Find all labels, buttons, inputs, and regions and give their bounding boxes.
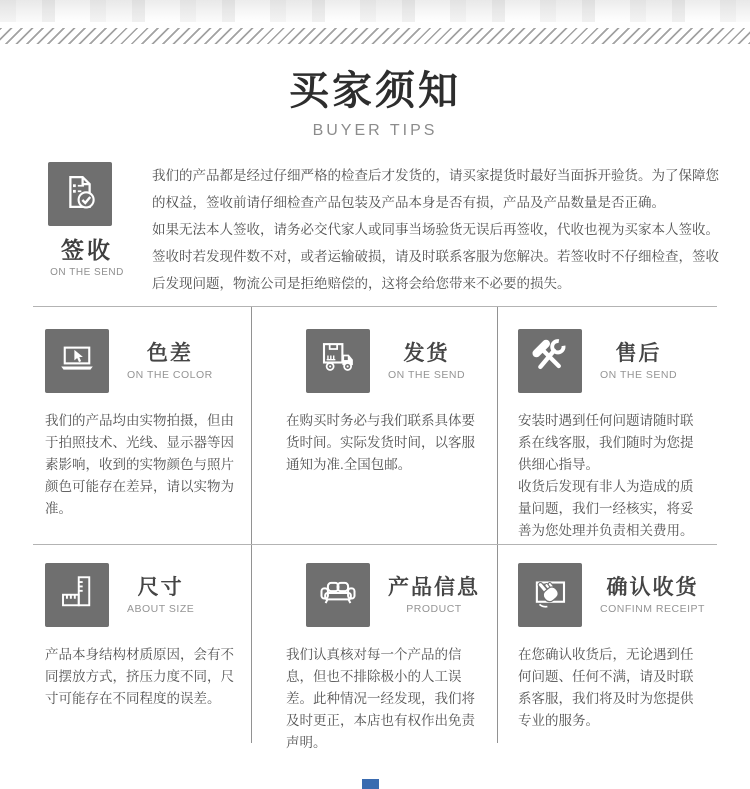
page-title: 买家须知 [289,69,461,113]
previous-section-texture [0,0,750,22]
tip-icon-box [306,329,370,393]
tip-sublabel: CONFINM RECEIPT [600,602,705,615]
tip-body [286,410,476,476]
tip-body [518,644,705,732]
ruler-icon [56,572,98,619]
tip-cell-titles [388,576,480,615]
notice-paragraph: 我们的产品都是经过仔细严格的检查后才发货的，请买家提货时最好当面拆开验货。为了保障您的权益，签收前请仔细检查产品包装及产品本身是否有损，产品及产品数量是否正确。 [152,168,719,210]
next-section-fragment [362,779,379,789]
tip-label: 确认收货 [606,575,699,599]
notice-section [48,162,720,297]
tip-icon-box [306,563,370,627]
tip-body [45,644,237,710]
hammer-wrench-icon [529,338,571,385]
tip-label: 产品信息 [388,575,480,599]
tips-grid-row [33,544,717,750]
page-subtitle: BUYER TIPS [312,122,438,139]
tip-paragraph: 产品本身结构材质原因，会有不同摆放方式，挤压力度不同，尺寸可能存在不同程度的误差。 [45,647,234,706]
tip-cell-aftersale [497,307,717,544]
tip-cell-header [45,563,237,627]
tip-label: 售后 [615,341,662,365]
tip-paragraph: 在您确认收货后，无论遇到任何问题、任何不满，请及时联系客服，我们将及时为您提供专业的服务。 [518,647,694,728]
tip-cell-titles [127,576,194,615]
tip-cell-shipping [251,307,497,544]
tips-grid-row [33,307,717,544]
tip-sublabel: ON THE SEND [388,368,466,381]
tip-icon-box [518,329,582,393]
tip-cell-product-info [251,545,497,750]
tip-icon-box [45,563,109,627]
notice-text [152,162,720,297]
tip-label: 尺寸 [137,575,184,599]
notice-paragraph: 如果无法本人签收，请务必交代家人或同事当场验货无误后再签收，代收也视为买家本人签收。 [152,222,719,237]
tip-sublabel: ON THE COLOR [127,368,213,381]
clipboard-check-icon [59,171,101,218]
tip-cell-titles [600,342,677,381]
tip-cell-titles [388,342,465,381]
tip-body [45,410,237,520]
tip-paragraph: 安装时遇到任何问题请随时联系在线客服，我们随时为您提供细心指导。 [518,413,694,472]
tip-cell-header [45,329,237,393]
notice-paragraph: 签收时若发现件数不对，或者运输破损，请及时联系客服为您解决。若签收时不仔细检查，签收后发现问题，物流公司是拒绝赔偿的，这将会给您带来不必要的损失。 [152,249,719,291]
tip-label: 发货 [403,341,450,365]
truck-icon [317,338,359,385]
tip-cell-header [518,563,705,627]
tip-cell-header [286,563,483,627]
tip-cell-header [518,329,703,393]
tip-paragraph: 我们认真核对每一个产品的信息，但也不排除极小的人工误差。此种情况一经发现，我们将及时更正，本店也有权作出免责声明。 [286,647,475,750]
tip-cell-titles [600,576,705,615]
tip-icon-box [45,329,109,393]
tip-sublabel: PRODUCT [406,602,462,615]
tip-label: 色差 [146,341,193,365]
tip-cell-confirm-receipt [497,545,719,743]
tip-cell-color [33,307,251,544]
tip-sublabel: ON THE SEND [600,368,678,381]
tip-icon-box [518,563,582,627]
tip-cell-header [286,329,483,393]
laptop-cursor-icon [56,338,98,385]
notice-sublabel: ON THE SEND [50,267,124,278]
tip-paragraph: 我们的产品均由实物拍摄，但由于拍照技术、光线、显示器等因素影响，收到的实物颜色与照片颜色可能存在差异，请以实物为准。 [45,413,234,516]
page-header [0,44,750,140]
tip-paragraph: 在购买时务必与我们联系具体要货时间。实际发货时间，以客服通知为准.全国包邮。 [286,413,475,472]
notice-label: 签收 [61,237,113,263]
diagonal-stripes-divider [0,28,750,44]
notice-icon-box [48,162,112,226]
notice-left-column [48,162,126,297]
tip-sublabel: ABOUT SIZE [127,602,195,615]
tips-grid [33,306,717,750]
tip-body [286,644,476,754]
tip-body [518,410,703,542]
sofa-icon [316,571,360,620]
tip-paragraph: 收货后发现有非人为造成的质量问题，我们一经核实，将妥善为您处理并负责相关费用。 [518,479,694,538]
tip-cell-size [33,545,251,743]
tip-cell-titles [127,342,213,381]
hand-tap-icon [529,572,571,619]
